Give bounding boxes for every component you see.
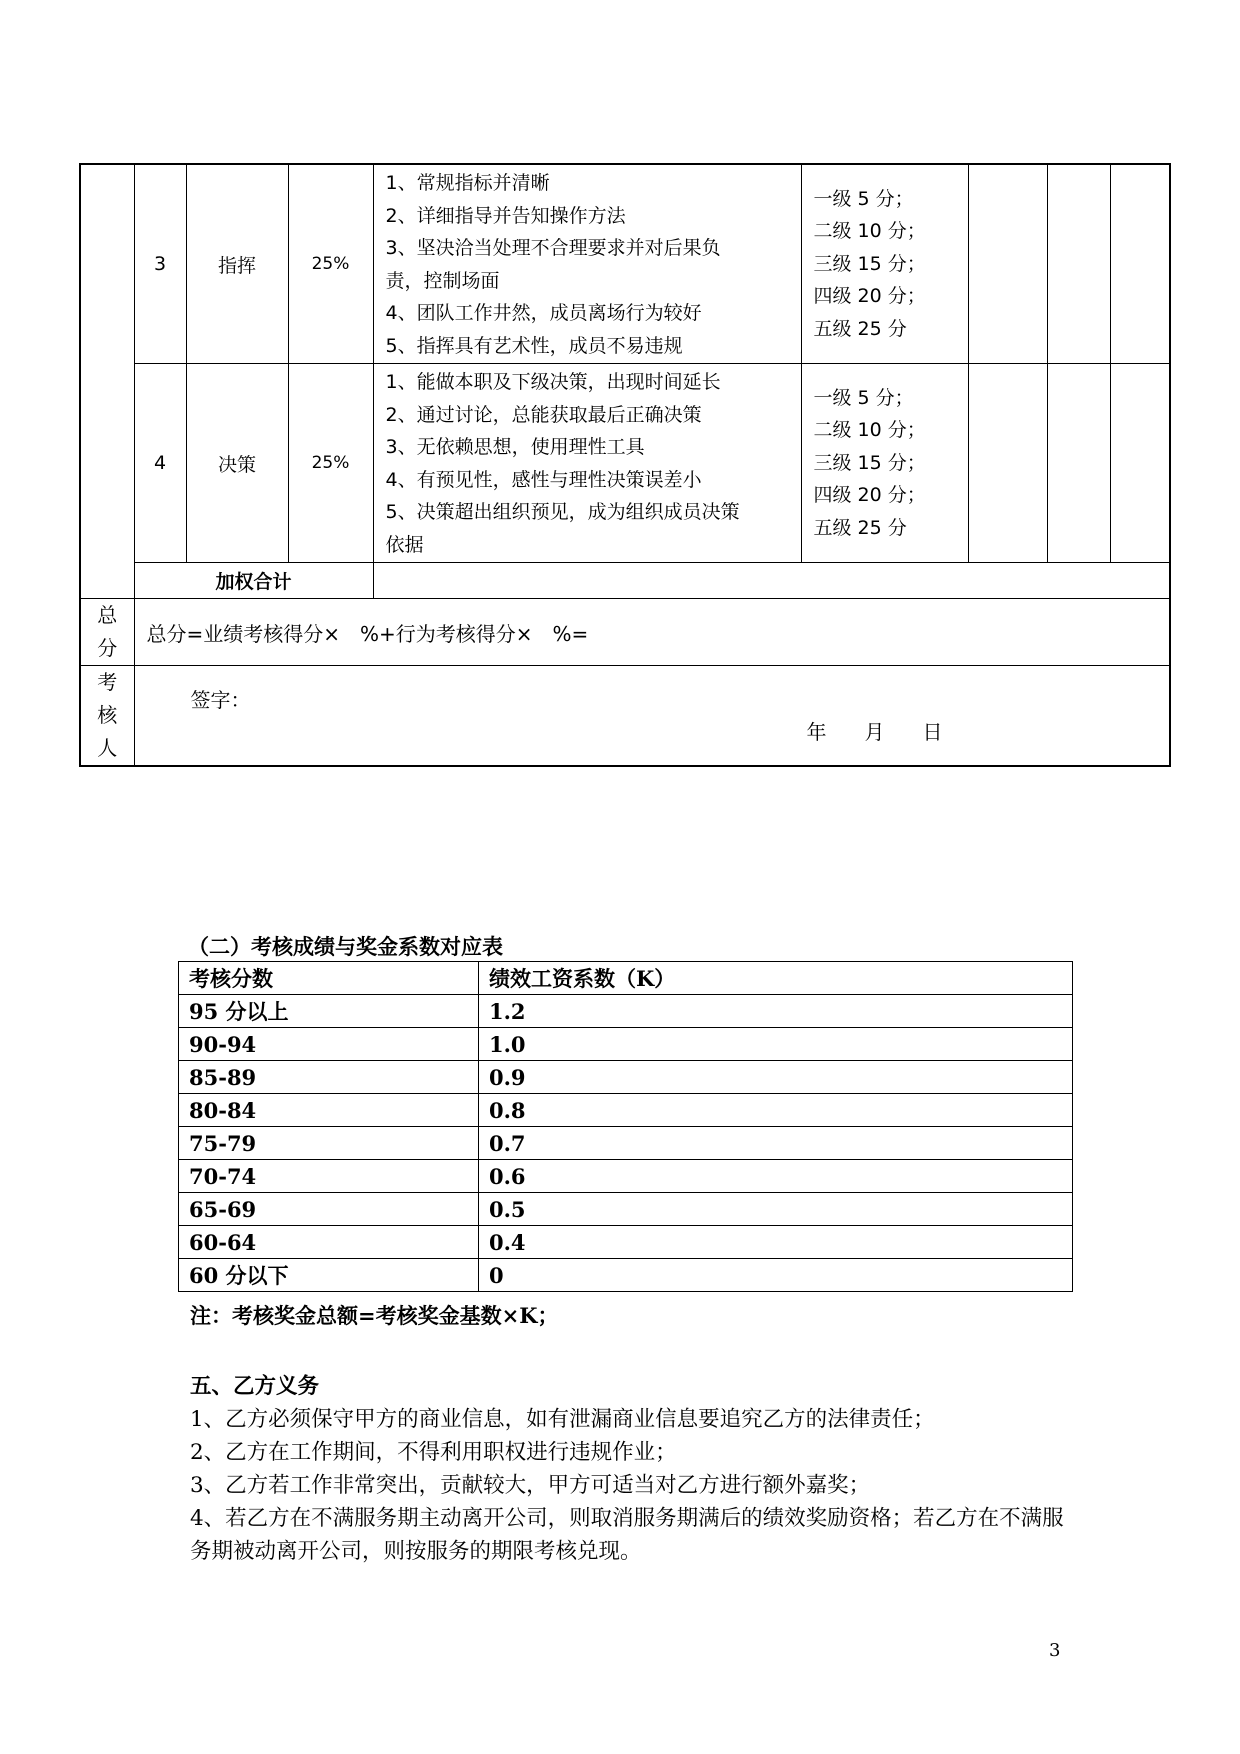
- coefficient: 0.6: [479, 1160, 1073, 1193]
- item-weight: 25%: [288, 364, 373, 563]
- table-row: [179, 1127, 1073, 1160]
- category-cell: [80, 164, 134, 599]
- total-label-char: 总: [97, 603, 118, 627]
- total-row: [80, 599, 1170, 666]
- table-row: [179, 1259, 1073, 1292]
- column-header: 考核分数: [179, 962, 479, 995]
- assessor-label-char: 核: [97, 703, 118, 727]
- assessor-label-char: 考: [97, 670, 118, 694]
- signature-date: [807, 716, 981, 745]
- table-row: [80, 364, 1170, 563]
- criteria-line: 5、指挥具有艺术性，成员不易违规: [385, 334, 683, 357]
- criteria-line: 3、坚决洽当处理不合理要求并对后果负: [385, 237, 721, 260]
- level-line: 二级 10 分；: [813, 419, 926, 442]
- coefficient: 0.9: [479, 1061, 1073, 1094]
- level-line: 五级 25 分: [813, 317, 907, 340]
- weighted-total-label: 加权合计: [134, 563, 373, 599]
- criteria-line: 5、决策超出组织预见，成为组织成员决策: [385, 501, 740, 524]
- criteria-line: 1、常规指标并清晰: [385, 172, 550, 194]
- score-range: 70-74: [179, 1160, 479, 1193]
- total-formula: 总分=业绩考核得分× %+行为考核得分× %=: [134, 599, 1170, 666]
- bonus-coefficient-table: [178, 961, 1073, 1292]
- item-name: 决策: [186, 364, 288, 563]
- score-cell: [1110, 164, 1170, 364]
- criteria-line: 2、通过讨论，总能获取最后正确决策: [385, 403, 702, 426]
- total-label-char: 分: [97, 636, 118, 660]
- date-month: 月: [864, 720, 885, 744]
- score-range: 60 分以下: [179, 1259, 479, 1292]
- score-cell: [1110, 364, 1170, 563]
- obligations-section: [190, 1370, 1070, 1568]
- assessor-label-char: 人: [97, 736, 118, 760]
- date-day: 日: [922, 720, 943, 744]
- section-title: （二）考核成绩与奖金系数对应表: [188, 934, 503, 959]
- score-cell: [1047, 364, 1110, 563]
- criteria-cell: [373, 364, 801, 563]
- obligation-item: 4、若乙方在不满服务期主动离开公司，则取消服务期满后的绩效奖励资格；若乙方在不满服务期被动离开公司，则按服务的期限考核兑现。: [190, 1506, 1064, 1564]
- assessor-label: [80, 666, 134, 767]
- level-line: 四级 20 分；: [813, 484, 926, 507]
- score-cell: [968, 164, 1047, 364]
- obligations-title: 五、乙方义务: [190, 1374, 320, 1399]
- assessment-table: [79, 163, 1171, 767]
- table-row: [179, 1028, 1073, 1061]
- table-note: 注：考核奖金总额=考核奖金基数×K；: [190, 1303, 559, 1328]
- coefficient: 1.0: [479, 1028, 1073, 1061]
- coefficient: 0.4: [479, 1226, 1073, 1259]
- score-range: 85-89: [179, 1061, 479, 1094]
- table-row: [179, 1094, 1073, 1127]
- item-number: 3: [134, 164, 186, 364]
- obligation-item: 3、乙方若工作非常突出，贡献较大，甲方可适当对乙方进行额外嘉奖；: [190, 1473, 871, 1498]
- coefficient: 0.8: [479, 1094, 1073, 1127]
- coefficient: 1.2: [479, 995, 1073, 1028]
- total-label: [80, 599, 134, 666]
- coefficient: 0.7: [479, 1127, 1073, 1160]
- table-row: [179, 995, 1073, 1028]
- page-number: 3: [1049, 1640, 1061, 1661]
- level-line: 三级 15 分；: [813, 252, 926, 275]
- score-range: 80-84: [179, 1094, 479, 1127]
- criteria-line: 2、详细指导并告知操作方法: [385, 204, 626, 227]
- criteria-line: 4、有预见性，感性与理性决策误差小: [385, 468, 702, 491]
- criteria-line: 责，控制场面: [385, 269, 500, 292]
- levels-cell: [801, 164, 968, 364]
- obligation-item: 1、乙方必须保守甲方的商业信息，如有泄漏商业信息要追究乙方的法律责任；: [190, 1407, 935, 1432]
- item-number: 4: [134, 364, 186, 563]
- level-line: 二级 10 分；: [813, 220, 926, 243]
- signature-cell: [134, 666, 1170, 767]
- level-line: 一级 5 分；: [813, 187, 914, 210]
- table-header-row: [179, 962, 1073, 995]
- score-cell: [968, 364, 1047, 563]
- level-line: 四级 20 分；: [813, 285, 926, 308]
- item-weight: 25%: [288, 164, 373, 364]
- signature-label: 签字：: [190, 688, 251, 712]
- coefficient: 0.5: [479, 1193, 1073, 1226]
- date-year: 年: [806, 720, 827, 744]
- criteria-line: 3、无依赖思想，使用理性工具: [385, 436, 645, 459]
- level-line: 三级 15 分；: [813, 451, 926, 474]
- score-cell: [1047, 164, 1110, 364]
- levels-cell: [801, 364, 968, 563]
- coefficient: 0: [479, 1259, 1073, 1292]
- score-range: 75-79: [179, 1127, 479, 1160]
- column-header: 绩效工资系数（K）: [479, 962, 1073, 995]
- table-row: [179, 1160, 1073, 1193]
- table-row: [179, 1061, 1073, 1094]
- criteria-line: 1、能做本职及下级决策，出现时间延长: [385, 371, 721, 393]
- item-name: 指挥: [186, 164, 288, 364]
- table-row: [179, 1193, 1073, 1226]
- criteria-line: 依据: [385, 533, 424, 556]
- assessor-row: [80, 666, 1170, 767]
- obligation-item: 2、乙方在工作期间，不得利用职权进行违规作业；: [190, 1440, 677, 1465]
- criteria-cell: [373, 164, 801, 364]
- table-row: [179, 1226, 1073, 1259]
- table-row: [80, 164, 1170, 364]
- score-range: 90-94: [179, 1028, 479, 1061]
- level-line: 五级 25 分: [813, 516, 907, 539]
- criteria-line: 4、团队工作井然，成员离场行为较好: [385, 302, 702, 325]
- weighted-total-value: [373, 563, 1170, 599]
- level-line: 一级 5 分；: [813, 386, 914, 409]
- weighted-total-row: [80, 563, 1170, 599]
- score-range: 60-64: [179, 1226, 479, 1259]
- score-range: 95 分以上: [179, 995, 479, 1028]
- score-range: 65-69: [179, 1193, 479, 1226]
